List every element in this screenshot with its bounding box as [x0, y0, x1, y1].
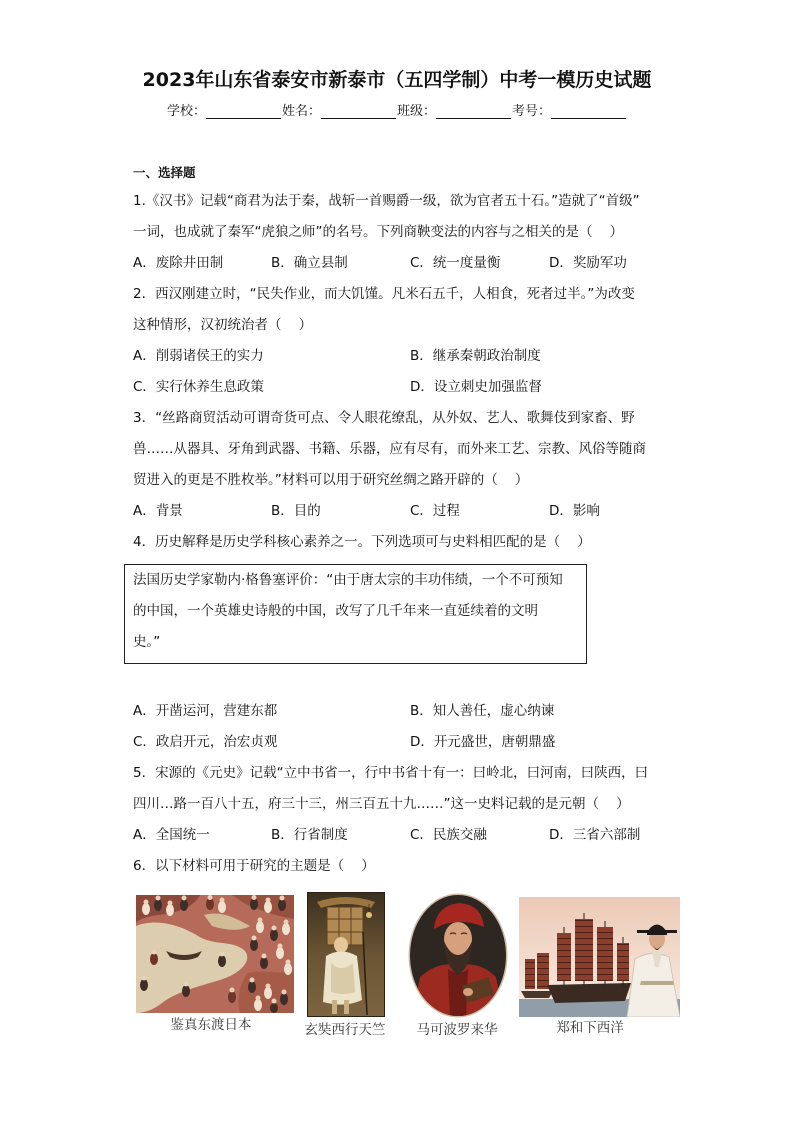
question-4-stem-line: 4．历史解释是历史学科核心素养之一。下列选项可与史料相匹配的是（ ）: [133, 534, 591, 550]
question-4-option-d: D．开元盛世，唐朝鼎盛: [410, 734, 556, 750]
question-3-option-b: B．目的: [271, 503, 321, 519]
question-5-stem-line: 5．宋源的《元史》记载“立中书省一，行中书省十有一：曰岭北，曰河南，曰陕西，曰: [133, 765, 649, 781]
question-5-option-c: C．民族交融: [410, 827, 487, 843]
question-4-option-a: A．开凿运河，营建东都: [133, 703, 278, 719]
question-5-option-b: B．行省制度: [271, 827, 348, 843]
question-3-options: [133, 496, 667, 527]
exam-number-blank: [551, 103, 626, 119]
question-5-option-a: A．全国统一: [133, 827, 210, 843]
question-2-option-a: A．削弱诸侯王的实力: [133, 348, 264, 364]
question-3-stem-line: 贸进入的更是不胜枚举。”材料可以用于研究丝绸之路开辟的（ ）: [133, 472, 529, 488]
xuanzang-painting-image: [307, 892, 385, 1017]
name-label: 姓名：: [281, 104, 321, 119]
question-1-option-b: B．确立县制: [271, 255, 348, 271]
image-caption: 鉴真东渡日本: [170, 1017, 252, 1033]
question-2-option-d: D．设立刺史加强监督: [410, 379, 542, 395]
exam-title: 2023年山东省泰安市新泰市（五四学制）中考一模历史试题: [142, 69, 652, 91]
question-4-material-box: [124, 564, 587, 664]
material-line: 的中国，一个英雄史诗般的中国，改写了几千年来一直延续着的文明: [133, 603, 538, 619]
question-2-option-c: C．实行休养生息政策: [133, 379, 264, 395]
class-blank: [436, 103, 511, 119]
question-2-options-row: [133, 372, 667, 403]
question-6: [133, 851, 667, 882]
question-1-option-a: A．废除井田制: [133, 255, 224, 271]
question-4-options-row: [133, 727, 667, 758]
image-caption: 马可波罗来华: [416, 1022, 498, 1038]
question-3-option-a: A．背景: [133, 503, 183, 519]
question-5-option-d: D．三省六部制: [549, 827, 641, 843]
question-4: [133, 527, 667, 758]
image-caption: 玄奘西行天竺: [304, 1022, 386, 1038]
question-4-option-b: B．知人善任，虚心纳谏: [410, 703, 555, 719]
class-label: 班级：: [397, 104, 437, 119]
question-5-options: [133, 820, 667, 851]
question-1-option-c: C．统一度量衡: [410, 255, 501, 271]
material-line: 法国历史学家勒内·格鲁塞评价：“由于唐太宗的丰功伟绩，一个不可预知: [133, 572, 563, 588]
question-4-options-row: [133, 696, 667, 727]
question-6-stem-line: 6．以下材料可用于研究的主题是（ ）: [133, 858, 375, 874]
question-list: [133, 186, 667, 882]
marco-polo-portrait-image: [408, 893, 508, 1018]
school-label: 学校：: [166, 104, 206, 119]
question-3-stem-line: 3．“丝路商贸活动可谓奇货可点、令人眼花缭乱，从外奴、艺人、歌舞伎到家畜、野: [133, 410, 635, 426]
section-heading: 一、选择题: [133, 165, 196, 180]
image-caption: 郑和下西洋: [556, 1020, 624, 1036]
question-3-option-c: C．过程: [410, 503, 460, 519]
question-2-stem-line: 这种情形，汉初统治者（ ）: [133, 317, 313, 333]
question-1-option-d: D．奖励军功: [549, 255, 627, 271]
question-4-option-c: C．政启开元，治宏贞观: [133, 734, 278, 750]
question-2-option-b: B．继承秦朝政治制度: [410, 348, 541, 364]
name-blank: [321, 103, 396, 119]
zheng-he-voyage-image: [519, 897, 680, 1017]
question-5-stem-line: 四川…路一百八十五，府三十三，州三百五十九……”这一史料记载的是元朝（ ）: [133, 796, 630, 812]
question-2-options-row: [133, 341, 667, 372]
exam-number-label: 考号：: [512, 104, 552, 119]
question-1-stem-line: 一词，也成就了秦军“虎狼之师”的名号。下列商鞅变法的内容与之相关的是（ ）: [133, 224, 624, 240]
question-1-stem-line: 1.《汉书》记载“商君为法于秦，战斩一首赐爵一级，欲为官者五十石。”造就了“首级”: [133, 193, 640, 209]
question-3: [133, 403, 667, 527]
jianzhen-mural-image: [136, 895, 294, 1013]
school-blank: [206, 103, 281, 119]
question-3-option-d: D．影响: [549, 503, 600, 519]
question-1: [133, 186, 667, 279]
question-3-stem-line: 兽……从器具、牙角到武器、书籍、乐器，应有尽有，而外来工艺、宗教、风俗等随商: [133, 441, 646, 457]
student-info-line: [0, 103, 794, 121]
question-2: [133, 279, 667, 403]
material-line: 史。”: [133, 634, 161, 650]
question-1-options: [133, 248, 667, 279]
question-5: [133, 758, 667, 851]
question-2-stem-line: 2．西汉刚建立时，“民失作业，而大饥馑。凡米石五千，人相食，死者过半。”为改变: [133, 286, 635, 302]
